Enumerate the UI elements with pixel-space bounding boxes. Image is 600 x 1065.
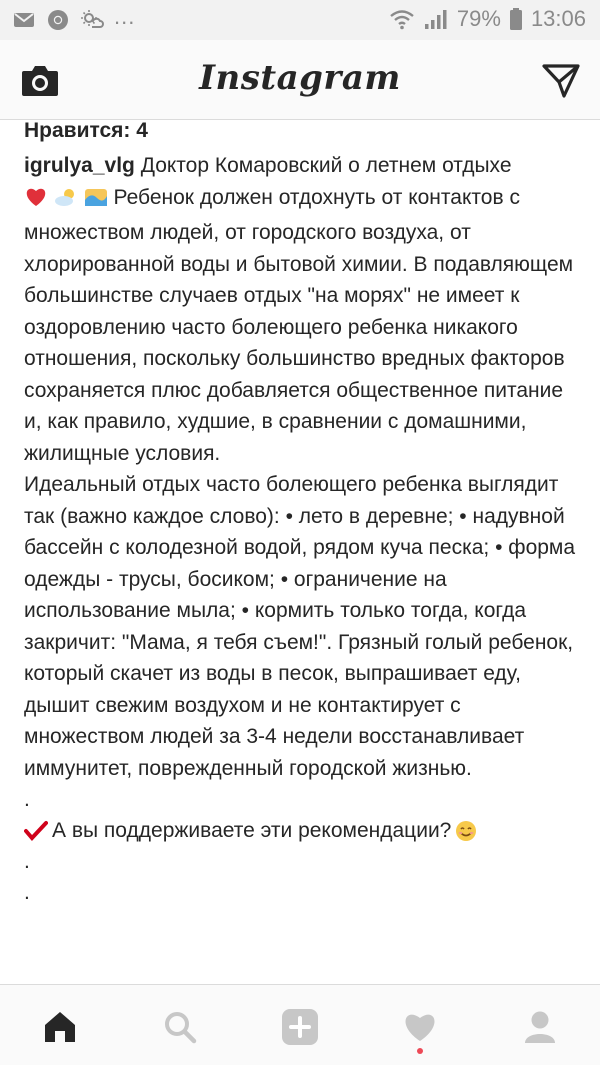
- question-line: [24, 815, 584, 846]
- system-indicators: [389, 6, 586, 32]
- activity-notification-dot: [417, 1048, 423, 1054]
- likes-count[interactable]: Нравится: 4: [24, 119, 148, 142]
- smiling-face-emoji-icon: [455, 820, 477, 842]
- question-text: А вы поддерживаете эти рекомендации?: [52, 819, 452, 842]
- activity-heart-icon[interactable]: [402, 1011, 438, 1043]
- notification-icons: [12, 4, 136, 32]
- signal-icon: [423, 7, 449, 31]
- mail-icon: [12, 8, 36, 32]
- check-mark-icon: [24, 820, 48, 842]
- chrome-icon: [46, 8, 70, 32]
- separator-dot: .: [24, 850, 30, 873]
- more-notifications: ...: [114, 4, 136, 29]
- search-icon[interactable]: [163, 1010, 197, 1044]
- clock: 13:06: [530, 6, 586, 31]
- home-icon[interactable]: [42, 1010, 78, 1044]
- weather-icon: [80, 8, 104, 32]
- water-wave-emoji-icon: [84, 186, 108, 208]
- nav-activity[interactable]: [400, 1007, 440, 1047]
- bottom-navigation: [0, 984, 600, 1065]
- separator-dot: .: [24, 881, 30, 904]
- caption-emoji: [24, 186, 108, 218]
- battery-icon: [509, 7, 523, 31]
- status-bar: [0, 0, 600, 40]
- wifi-icon: [389, 7, 415, 31]
- app-header: [0, 40, 600, 120]
- nav-add-post[interactable]: [280, 1007, 320, 1047]
- add-post-icon[interactable]: [281, 1008, 319, 1046]
- post-details: [24, 116, 584, 984]
- nav-profile[interactable]: [520, 1007, 560, 1047]
- direct-message-icon[interactable]: [542, 62, 580, 98]
- sun-cloud-emoji-icon: [54, 186, 78, 208]
- instagram-logo: Instagram: [199, 58, 401, 98]
- caption-paragraph-1: Ребенок должен отдохнуть от контактов с множеством людей, от городского воздуха, от хлорированной воды и бытовой химии. В подавляющем большинстве случаев отдых "на морях" не имеет к оздоровлению часто болеющего ребенка никакого отношения, поскольку большинство вредных факторов сохраняется плюс добавляется общественное питание и, как правило, худшие, в сравнении с домашними, жилищные условия.: [24, 185, 574, 465]
- profile-icon[interactable]: [522, 1009, 558, 1045]
- battery-percent: 79%: [456, 6, 501, 31]
- nav-home[interactable]: [40, 1007, 80, 1047]
- nav-search[interactable]: [160, 1007, 200, 1047]
- caption-title: Доктор Комаровский о летнем отдыхе: [140, 154, 512, 177]
- caption-paragraph-2: Идеальный отдых часто болеющего ребенка выглядит так (важно каждое слово): • лето в деревне; • надувной бассейн с колодезной водой, рядом куча песка; • форма одежды - трусы, босиком; • ограничение на использование мыла; • кормить только тогда, когда закричит: "Мама, я тебя съем!". Грязный голый ребенок, который скачет из воды в песок, выпрашивает еду, дышит свежим воздухом и не контактирует с множеством людей за 3-4 недели восстанавливает иммунитет, поврежденный городской жизнью.: [24, 473, 576, 780]
- separator-dot: .: [24, 788, 30, 811]
- post-caption: [24, 150, 584, 908]
- author-username[interactable]: igrulya_vlg: [24, 154, 135, 177]
- heart-emoji-icon: [24, 186, 48, 208]
